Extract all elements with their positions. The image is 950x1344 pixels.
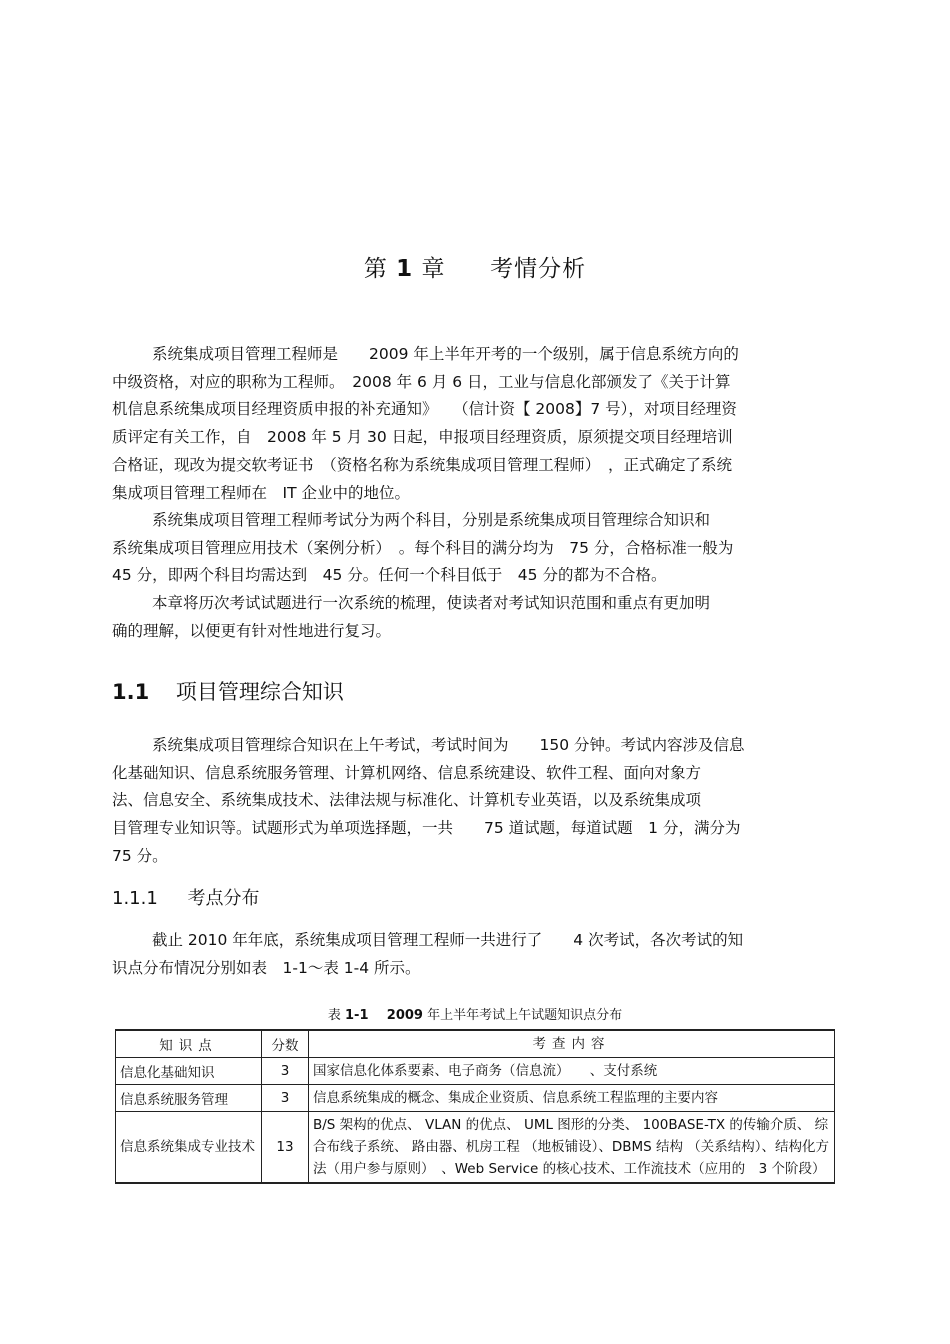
cell-content: 信息系统集成的概念、集成企业资质、信息系统工程监理的主要内容	[309, 1085, 835, 1112]
header-content: 考查内容	[309, 1030, 835, 1058]
text-line: 识点分布情况分别如表 1-1～表 1-4 所示。	[112, 958, 421, 977]
table-row	[116, 1085, 835, 1112]
text-line: 系统集成项目管理应用技术（案例分析） 。每个科目的满分均为 75 分，合格标准一般为	[112, 538, 734, 557]
chapter-number: 1	[396, 256, 414, 282]
text-line: 系统集成项目管理工程师是 2009 年上半年开考的一个级别，属于信息系统方向的	[152, 345, 739, 363]
text-line: 45 分，即两个科目均需达到 45 分。任何一个科目低于 45 分的都为不合格。	[112, 566, 667, 585]
text-line: 合格证，现改为提交软考证书 （资格名称为系统集成项目管理工程师） ，正式确定了系统	[112, 455, 733, 474]
table-row	[116, 1112, 835, 1184]
cell-topic: 信息化基础知识	[116, 1058, 262, 1085]
chapter-title	[0, 250, 950, 283]
text-line: 系统集成项目管理综合知识在上午考试，考试时间为 150 分钟。考试内容涉及信息	[152, 736, 745, 754]
caption-number: 1-1	[345, 1008, 369, 1023]
section-paragraph	[112, 732, 830, 871]
header-score: 分数	[262, 1030, 309, 1058]
caption-prefix: 表	[327, 1008, 341, 1023]
cell-score: 13	[262, 1112, 309, 1184]
text-line: 机信息系统集成项目经理资质申报的补充通知》 （信计资【 2008】7 号），对项目经理资	[112, 400, 737, 419]
text-line: 系统集成项目管理工程师考试分为两个科目，分别是系统集成项目管理综合知识和	[152, 511, 711, 529]
cell-topic: 信息系统集成专业技术	[116, 1112, 262, 1184]
header-topic: 知识点	[116, 1030, 262, 1058]
intro-paragraph-2	[112, 507, 830, 590]
section-heading	[112, 676, 344, 706]
text-line: 75 分。	[112, 846, 168, 865]
section-number: 1.1	[112, 680, 150, 704]
knowledge-point-table	[115, 1029, 835, 1184]
chapter-prefix: 第	[363, 256, 388, 282]
subsection-title: 考点分布	[187, 888, 260, 909]
caption-year: 2009	[386, 1008, 423, 1023]
cell-topic: 信息系统服务管理	[116, 1085, 262, 1112]
cell-score: 3	[262, 1058, 309, 1085]
text-line: 截止 2010 年年底，系统集成项目管理工程师一共进行了 4 次考试，各次考试的知	[152, 931, 744, 949]
table-row	[116, 1058, 835, 1085]
caption-text: 年上半年考试上午试题知识点分布	[427, 1008, 623, 1023]
chapter-name: 考情分析	[490, 256, 587, 282]
cell-content: B/S 架构的优点、 VLAN 的优点、 UML 图形的分类、 100BASE-TX 的传输介质、 综合布线子系统、 路由器、机房工程 （地板铺设）、DBMS 结构 （关系结构）、结构化方法（用户参与原则） 、Web Service 的核心技术、工作流技术（应用的 3 个阶段）	[309, 1112, 835, 1184]
intro-paragraph-3	[112, 590, 830, 645]
chapter-suffix: 章	[421, 256, 446, 282]
intro-paragraph-1	[112, 341, 830, 507]
text-line: 化基础知识、信息系统服务管理、计算机网络、信息系统建设、软件工程、面向对象方	[112, 763, 702, 782]
section-title: 项目管理综合知识	[175, 680, 344, 704]
text-line: 法、信息安全、系统集成技术、法律法规与标准化、计算机专业英语，以及系统集成项	[112, 791, 702, 810]
text-line: 中级资格，对应的职称为工程师。 2008 年 6 月 6 日，工业与信息化部颁发了《关于计算	[112, 372, 731, 391]
table-caption	[0, 1004, 950, 1023]
subsection-paragraph	[112, 927, 830, 982]
subsection-heading	[112, 884, 260, 910]
text-line: 集成项目管理工程师在 IT 企业中的地位。	[112, 483, 410, 502]
cell-content: 国家信息化体系要素、电子商务（信息流） 、支付系统	[309, 1058, 835, 1085]
text-line: 本章将历次考试试题进行一次系统的梳理，使读者对考试知识范围和重点有更加明	[152, 594, 711, 612]
text-line: 目管理专业知识等。试题形式为单项选择题，一共 75 道试题，每道试题 1 分，满分为	[112, 819, 741, 838]
text-line: 质评定有关工作，自 2008 年 5 月 30 日起，申报项目经理资质，原须提交项目经理培训	[112, 428, 733, 447]
subsection-number: 1.1.1	[112, 888, 158, 909]
text-line: 确的理解，以便更有针对性地进行复习。	[112, 621, 392, 640]
table-header-row	[116, 1030, 835, 1058]
cell-score: 3	[262, 1085, 309, 1112]
